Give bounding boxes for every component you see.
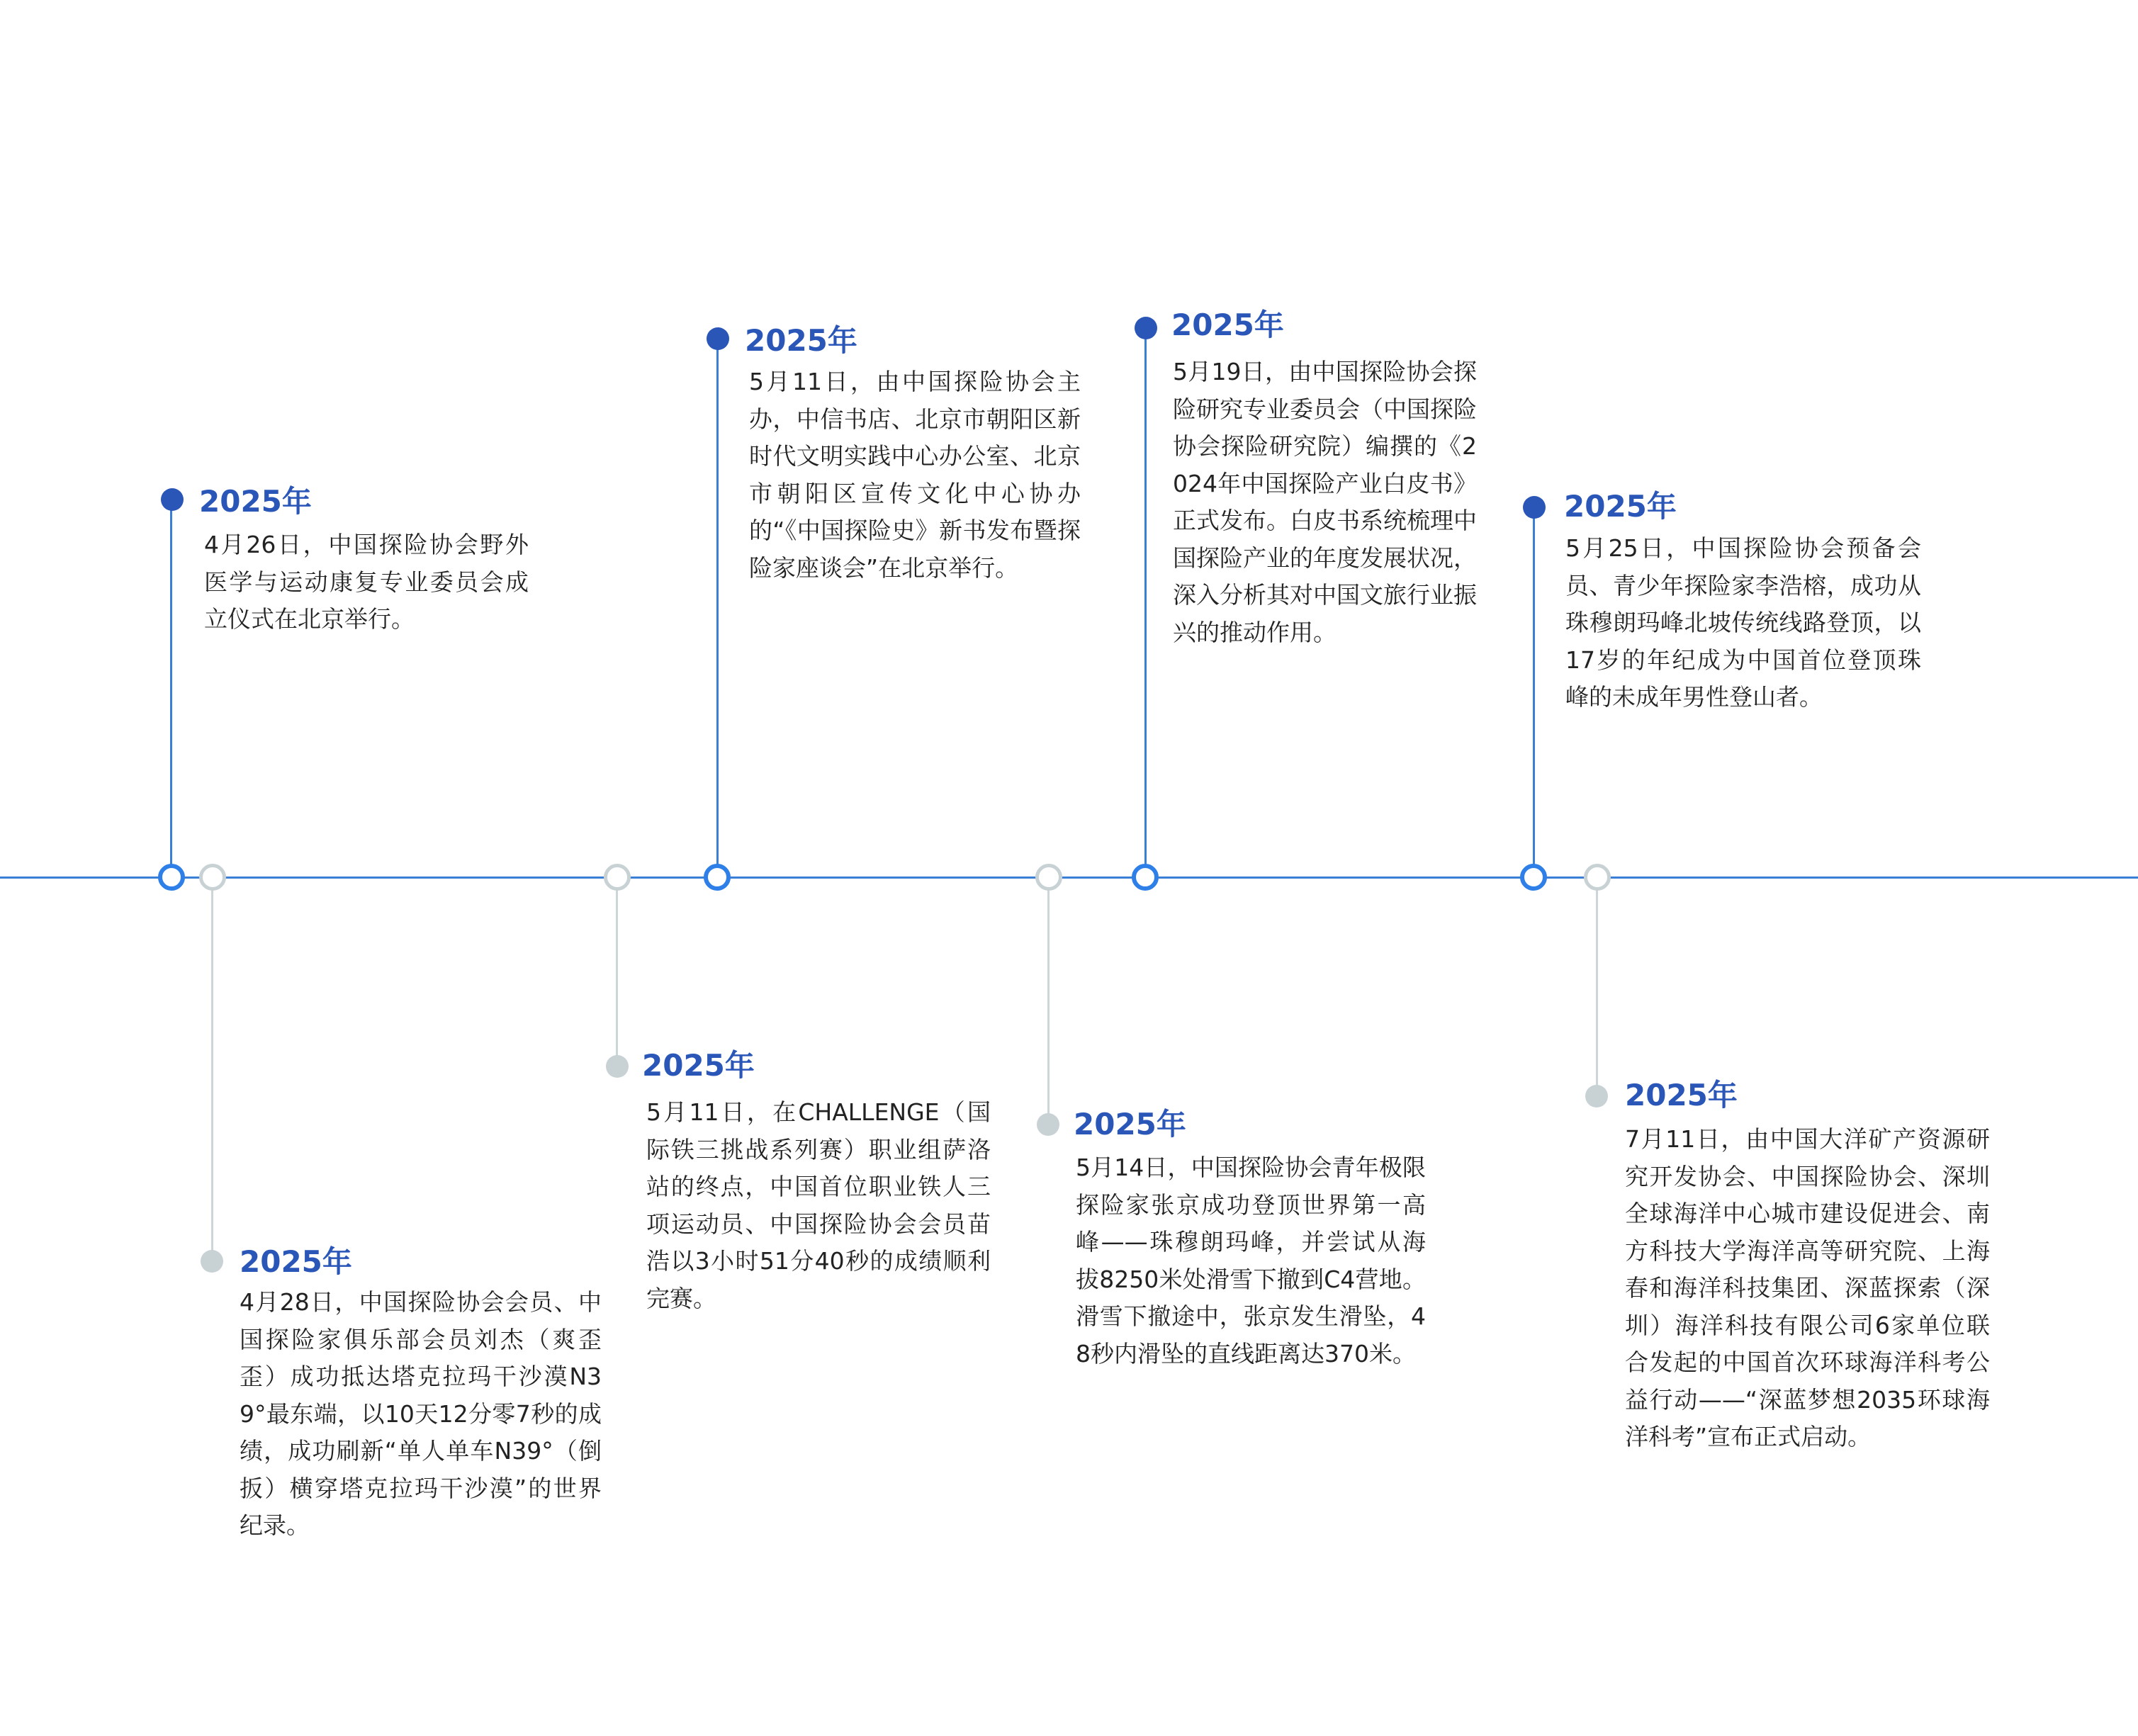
event-description: 4月26日，中国探险协会野外医学与运动康复专业委员会成立仪式在北京举行。: [204, 531, 529, 633]
event-dot-marker: [1523, 496, 1546, 519]
timeline-node-marker: [158, 864, 185, 891]
timeline-node-marker: [1584, 864, 1611, 891]
event-description: 5月11日，由中国探险协会主办，中信书店、北京市朝阳区新时代文明实践中心办公室、北京市朝阳区宣传文化中心协办的“《中国探险史》新书发布暨探险家座谈会”在北京举行。: [749, 368, 1081, 582]
event-year: 2025年: [1564, 489, 1677, 524]
event-dot-marker: [161, 488, 184, 511]
timeline-node-marker: [199, 864, 226, 891]
timeline-axis: [0, 877, 2138, 879]
event-year: 2025年: [1074, 1107, 1186, 1142]
event-year: 2025年: [745, 323, 857, 358]
event-dot-marker: [1037, 1113, 1059, 1136]
timeline-node-marker: [1132, 864, 1159, 891]
event-dot-marker: [201, 1250, 223, 1273]
event-dot-marker: [707, 327, 729, 350]
event-description: 5月19日，由中国探险协会探险研究专业委员会（中国探险协会探险研究院）编撰的《2024年中国探险产业白皮书》正式发布。白皮书系统梳理中国探险产业的年度发展状况，深入分析其对中国文旅行业振兴的推动作用。: [1173, 358, 1477, 646]
event-connector-line: [1047, 890, 1050, 1124]
event-dot-marker: [606, 1055, 629, 1078]
event-description: 5月11日，在CHALLENGE（国际铁三挑战系列赛）职业组萨洛站的终点，中国首位职业铁人三项运动员、中国探险协会会员苗浩以3小时51分40秒的成绩顺利完赛。: [646, 1098, 991, 1312]
event-connector-line: [1533, 507, 1535, 877]
event-description: 7月11日，由中国大洋矿产资源研究开发协会、中国探险协会、深圳全球海洋中心城市建设促进会、南方科技大学海洋高等研究院、上海春和海洋科技集团、深蓝探索（深圳）海洋科技有限公司6家单位联合发起的中国首次环球海洋科考公益行动——“深蓝梦想2035环球海洋科考”宣布正式启动。: [1625, 1125, 1990, 1450]
timeline-node-marker: [1520, 864, 1547, 891]
event-description: 5月25日，中国探险协会预备会员、青少年探险家李浩榕，成功从珠穆朗玛峰北坡传统线路登顶，以17岁的年纪成为中国首位登顶珠峰的未成年男性登山者。: [1565, 534, 1921, 711]
event-connector-line: [170, 500, 172, 877]
event-connector-line: [616, 890, 618, 1067]
timeline-node-marker: [1035, 864, 1062, 891]
event-year: 2025年: [1171, 308, 1284, 342]
event-connector-line: [1144, 327, 1147, 877]
event-year: 2025年: [1625, 1078, 1738, 1112]
timeline-node-marker: [704, 864, 731, 891]
event-dot-marker: [1135, 317, 1157, 339]
event-year: 2025年: [240, 1244, 352, 1279]
timeline-node-marker: [604, 864, 631, 891]
event-connector-line: [716, 339, 719, 877]
event-year: 2025年: [642, 1048, 755, 1083]
event-dot-marker: [1585, 1085, 1608, 1107]
event-connector-line: [1596, 890, 1598, 1095]
event-year: 2025年: [199, 484, 312, 519]
event-connector-line: [211, 890, 213, 1261]
event-description: 5月14日，中国探险协会青年极限探险家张京成功登顶世界第一高峰——珠穆朗玛峰，并尝试从海拔8250米处滑雪下撤到C4营地。滑雪下撤途中，张京发生滑坠，48秒内滑坠的直线距离达370米。: [1076, 1154, 1426, 1368]
event-description: 4月28日，中国探险协会会员、中国探险家俱乐部会员刘杰（爽歪歪）成功抵达塔克拉玛干沙漠N39°最东端，以10天12分零7秒的成绩，成功刷新“单人单车N39°（倒扳）横穿塔克拉玛干沙漠”的世界纪录。: [240, 1288, 602, 1539]
